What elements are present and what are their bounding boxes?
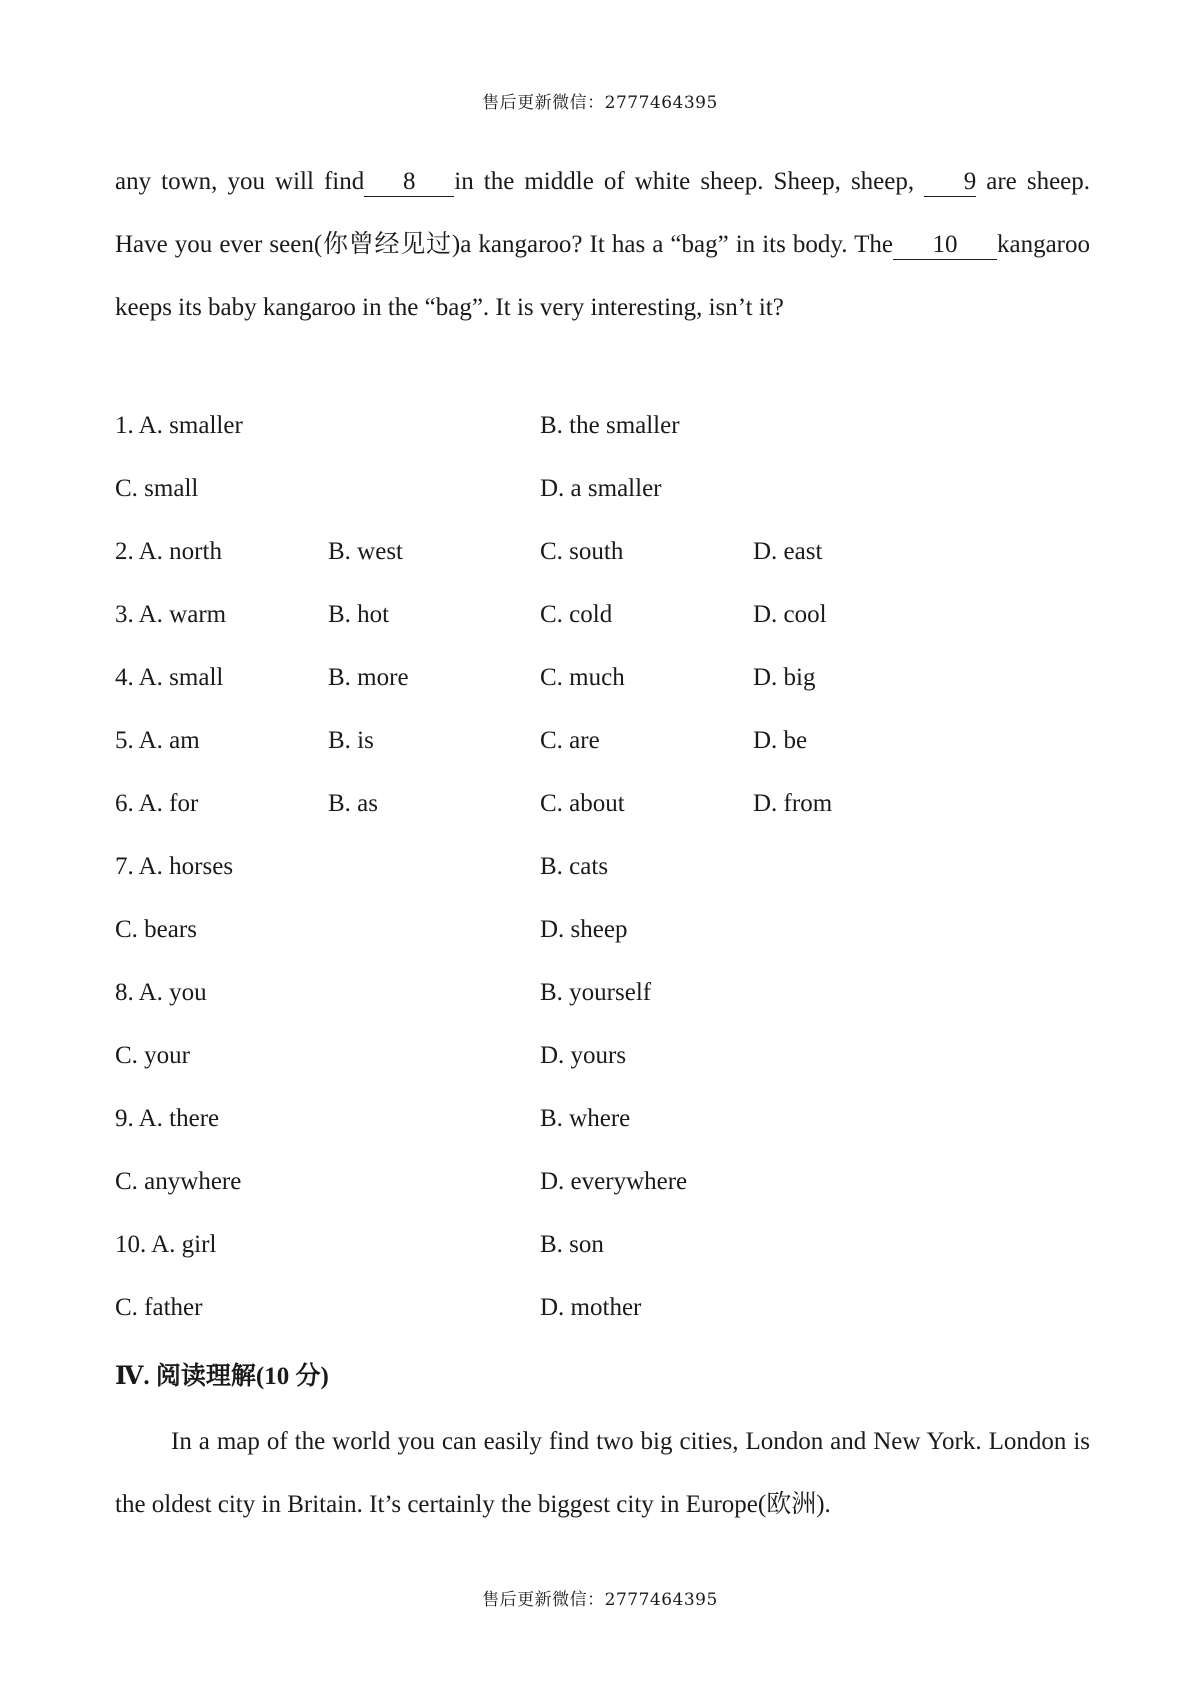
passage-text: are sheep. Have you ever seen(你曾经见过)a kangaroo? It has a “bag” in its body. The [115, 168, 1091, 258]
option-item [540, 790, 625, 818]
option-item [115, 790, 198, 818]
option-item [328, 601, 389, 629]
option-text: C. much [540, 664, 625, 691]
question-number: 6. [115, 790, 134, 817]
option-item [115, 1231, 216, 1259]
option-text: A. north [138, 538, 222, 565]
option-item [540, 1294, 641, 1322]
question-number: 5. [115, 727, 134, 754]
option-text: D. a smaller [540, 475, 662, 502]
option-text: C. are [540, 727, 600, 754]
option-text: B. yourself [540, 979, 652, 1006]
option-item [540, 1168, 687, 1196]
passage-text: kangaroo keeps its baby kangaroo in the “bag”. It is very interesting, isn’t it? [115, 231, 1090, 321]
option-item [540, 601, 612, 629]
cloze-passage [115, 150, 1090, 339]
option-item [540, 664, 625, 692]
option-text: A. smaller [138, 412, 243, 439]
blank-10: 10 [893, 232, 997, 260]
option-item [540, 853, 608, 881]
option-item [753, 601, 827, 629]
option-text: D. big [753, 664, 816, 691]
blank-9: 9 [924, 169, 976, 197]
option-text: A. you [138, 979, 207, 1006]
reading-paragraph: In a map of the world you can easily find two big cities, London and New York. London is the oldest city in Britain. It’s certainly the biggest city in Europe(欧洲). [115, 1428, 1090, 1518]
option-text: A. for [138, 790, 199, 817]
question-number: 8. [115, 979, 134, 1006]
option-text: C. small [115, 475, 199, 502]
option-row [115, 778, 1090, 841]
option-text: B. hot [328, 601, 390, 628]
question-number: 7. [115, 853, 134, 880]
option-item [753, 538, 822, 566]
option-item [115, 979, 207, 1007]
option-row [115, 1030, 1090, 1093]
option-text: A. small [138, 664, 224, 691]
option-row [115, 589, 1090, 652]
option-item [540, 979, 651, 1007]
option-item [540, 412, 680, 440]
option-item [115, 1168, 241, 1196]
option-text: D. yours [540, 1042, 627, 1069]
option-row [115, 1156, 1090, 1219]
option-text: D. everywhere [540, 1168, 688, 1195]
option-text: D. from [753, 790, 833, 817]
option-row [115, 1219, 1090, 1282]
passage-text: any town, you will find [115, 168, 365, 195]
option-text: C. your [115, 1042, 190, 1069]
option-text: C. bears [115, 916, 197, 943]
option-item [540, 1231, 604, 1259]
option-text: A. horses [138, 853, 234, 880]
option-item [115, 1294, 202, 1322]
question-number: 10. [115, 1231, 147, 1258]
option-text: A. there [138, 1105, 220, 1132]
option-text: B. the smaller [540, 412, 680, 439]
option-item [540, 1105, 630, 1133]
option-text: B. where [540, 1105, 631, 1132]
option-item [753, 790, 832, 818]
option-text: D. east [753, 538, 823, 565]
blank-8: 8 [364, 169, 454, 197]
option-text: C. about [540, 790, 625, 817]
question-number: 2. [115, 538, 134, 565]
option-row [115, 400, 1090, 463]
option-text: B. cats [540, 853, 609, 880]
option-text: C. south [540, 538, 624, 565]
option-text: B. west [328, 538, 403, 565]
option-item [540, 475, 661, 503]
option-item [328, 790, 378, 818]
option-item [328, 538, 403, 566]
option-row [115, 967, 1090, 1030]
question-number: 1. [115, 412, 134, 439]
option-row [115, 463, 1090, 526]
option-text: B. as [328, 790, 378, 817]
option-item [115, 853, 233, 881]
page-header: 售后更新微信：2777464395 [482, 93, 718, 113]
option-item [115, 475, 198, 503]
option-row [115, 652, 1090, 715]
option-text: D. cool [753, 601, 827, 628]
option-text: D. mother [540, 1294, 642, 1321]
option-text: B. more [328, 664, 409, 691]
option-item [540, 538, 623, 566]
option-text: B. son [540, 1231, 604, 1258]
option-text: D. sheep [540, 916, 628, 943]
option-row [115, 715, 1090, 778]
question-number: 4. [115, 664, 134, 691]
option-text: C. anywhere [115, 1168, 242, 1195]
option-text: B. is [328, 727, 374, 754]
option-text: C. father [115, 1294, 203, 1321]
option-item [540, 1042, 626, 1070]
option-item [115, 412, 243, 440]
option-item [328, 727, 374, 755]
question-number: 9. [115, 1105, 134, 1132]
option-item [115, 1042, 190, 1070]
option-item [328, 664, 409, 692]
option-item [115, 727, 200, 755]
option-item [115, 538, 222, 566]
option-text: A. girl [151, 1231, 217, 1258]
passage-text: in the middle of white sheep. Sheep, sheep, [454, 168, 915, 195]
option-item [115, 916, 197, 944]
option-item [115, 664, 223, 692]
option-text: A. am [138, 727, 200, 754]
page-footer: 售后更新微信：2777464395 [482, 1590, 718, 1610]
option-item [540, 916, 627, 944]
option-item [540, 727, 600, 755]
option-text: C. cold [540, 601, 613, 628]
section-title: Ⅳ. 阅读理解(10 分) [115, 1363, 329, 1390]
option-row [115, 904, 1090, 967]
option-row [115, 526, 1090, 589]
option-text: D. be [753, 727, 808, 754]
option-row [115, 1093, 1090, 1156]
option-item [753, 664, 816, 692]
option-text: A. warm [138, 601, 227, 628]
option-item [115, 1105, 219, 1133]
option-item [115, 601, 226, 629]
option-row [115, 1282, 1090, 1345]
option-item [753, 727, 807, 755]
option-row [115, 841, 1090, 904]
question-number: 3. [115, 601, 134, 628]
answer-options [115, 400, 1090, 1345]
